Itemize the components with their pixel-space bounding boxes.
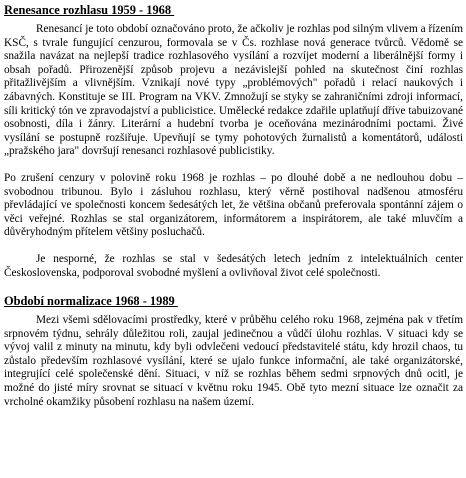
paragraph — [4, 172, 463, 240]
paragraph — [4, 314, 463, 409]
paragraph-text: Po zrušení cenzury v polovině roku 1968 je rozhlas – po dlouhé době a ne nedlouhou dobu – svobodnou tribunou. Bylo i zásluhou rozhlasu, který věrně postihoval nadšenou atmosféru převládající ve společnosti koncem šedesátých let, že většina občanů preferovala spontánní zájem o věci veřejné. Rozhlas se stal organizátorem, informátorem a inspirátorem, ale také mluvčím a důvěryhodným přítelem většiny posluchačů. — [4, 171, 463, 239]
paragraph — [4, 23, 463, 159]
section-heading-renesance: Renesance rozhlasu 1959 - 1968 — [4, 3, 175, 17]
paragraph — [4, 253, 463, 280]
section-heading-normalizace: Období normalizace 1968 - 1989 — [4, 294, 178, 309]
paragraph-text: Je nesporné, že rozhlas se stal v šedesátých letech jedním z intelektuálních center Československa, podporoval svobodné myšlení a ovlivňoval život celé společnosti. — [4, 252, 463, 279]
paragraph-text: Renesancí je toto období označováno proto, že ačkoliv je rozhlas pod silným vlivem a řízením KSČ, s tvrale fungující cenzurou, formovala se v Čs. rozhlase nová generace tvůrců. Vědomě se snažila navázat na nejlepší tradice rozhlasového vysílání a rozvíjet moderní a liberálnější formy i obsah pořadů. Přirozenější způsob projevu a nezávislejší pohled na skutečnost činí rozhlas přitažlivějším a vlivnějším. Vznikají nové typy „problémových" pořadů i relací naukových i zábavných. Konstituje se III. Program na VKV. Zmnožují se styky se zahraničními zdroji informací, síli kritický tón ve zpravodajství a publicistice. Umělecké redakce zdařile uplatňují dříve tabuizované osobnosti, díla i žánry. Literární a hudební tvorba je oceňována mezinárodními poctami. Živé vysílání se postupně rozšiřuje. Upevňují se tymy pohotových žurnalistů a komentátorů, události „pražského jara" dovršují renesanci rozhlasové publicistiky. — [4, 23, 463, 158]
paragraph-text: Mezi všemi sdělovacími prostředky, které v průběhu celého roku 1968, zejména pak v třetím srpnovém týdnu, sehrály důležitou roli, zaujal jedinečnou a vůdčí úlohu rozhlas. V situaci kdy se vývoj valil z minuty na minutu, kdy byli odvlečeni vedoucí představitelé státu, kdy hrozil chaos, tu zůstalo především rozhlasové vysílání, které se ujalo funkce informační, ale také organizátorské, integrující celé společenské dění. Situaci, v níž se rozhlas během sedmi srpnových dnů ocitl, je možné do jisté míry srovnat se situací v květnu roku 1945. Obě tyto mezní situace lze označit za vrcholné okamžiky působení rozhlasu na našem území. — [4, 314, 463, 408]
